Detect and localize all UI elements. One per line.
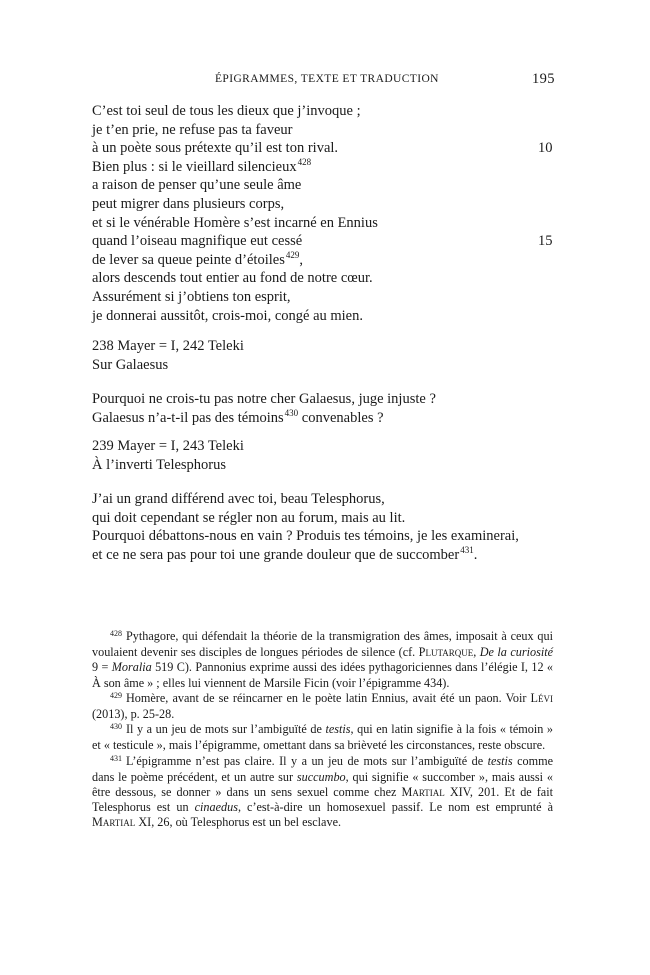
work-title: Moralia (111, 660, 152, 675)
verse-line (92, 251, 552, 270)
verse-line (92, 158, 552, 177)
verse-line: Pourquoi débattons-nous en vain ? Produis tes témoins, je les examinerai, (92, 528, 519, 545)
verse-line: J’ai un grand différend avec toi, beau Telesphorus, (92, 491, 385, 508)
footnote-number: 428 (110, 629, 122, 638)
footnote-text: Il y a un jeu de mots sur l’ambiguïté de (126, 722, 326, 737)
footnote-text: (2013), p. 25-28. (92, 707, 175, 722)
footnote-number: 430 (110, 722, 122, 732)
verse-line (92, 269, 552, 288)
verse-line (92, 546, 552, 565)
verse-line (92, 232, 552, 251)
footnote-text: , c’est-à-dire un homosexuel passif. Le nom est emprunté à (237, 800, 553, 815)
verse-text: à un poète sous prétexte qu’il est ton rival. (92, 140, 339, 157)
footnote-text: , qui signifie « succomber », mais aussi « être dessous, se donner » dans un sens sexuel comme chez (92, 769, 553, 800)
verse-text: , (299, 251, 303, 268)
verse-line (92, 214, 552, 233)
epigram-title: À l’inverti Telesphorus (92, 456, 227, 473)
verse-text: . (473, 546, 478, 563)
latin-term: testis (325, 722, 351, 737)
verse-line (92, 102, 552, 121)
latin-term: succumbo (296, 769, 346, 784)
verse-line (92, 409, 552, 428)
verse-text: et ce ne sera pas pour toi une grande douleur que de succomber (92, 546, 460, 563)
verse-text: de lever sa queue peinte d’étoiles (92, 251, 285, 268)
footnote-ref[interactable]: 428 (297, 156, 312, 167)
verse-text: Galaesus n’a-t-il pas des témoins (92, 409, 284, 426)
footnote-428 (92, 629, 553, 691)
footnote-number: 431 (110, 753, 122, 763)
verse-text: je t’en prie, ne refuse pas ta faveur (92, 121, 293, 138)
verse-line: Pourquoi ne crois-tu pas notre cher Galaesus, juge injuste ? (92, 391, 436, 408)
verse-text: je donnerai aussitôt, crois-moi, congé au mien. (92, 307, 363, 324)
footnote-text: L’épigramme n’est pas claire. Il y a un jeu de mots sur l’ambiguïté de (126, 753, 488, 768)
footnote-text: Homère, avant de se réincarner en le poète latin Ennius, avait été un paon. Voir (126, 690, 531, 705)
verse-text: quand l’oiseau magnifique eut cessé (92, 233, 303, 250)
verse-text: alors descends tout entier au fond de notre cœur. (92, 270, 373, 287)
epigram-238 (92, 337, 552, 427)
line-number: 10 (538, 140, 553, 157)
author-name: Martial (92, 815, 136, 830)
verse-line (92, 288, 552, 307)
line-number: 15 (538, 233, 553, 250)
footnote-ref[interactable]: 430 (284, 407, 299, 418)
footnote-text: 9 = (92, 660, 112, 675)
latin-term: testis (487, 753, 513, 768)
epigram-239 (92, 437, 552, 565)
footnote-text: Pythagore, qui défendait la théorie de la transmigration des âmes, imposait à ceux qui voulaient devenir ses disciples de longues périodes de silence (cf. (92, 629, 553, 660)
footnote-text: , qui en latin signifie à la fois « témoin » et « testicule », mais l’épigramme, omettant dans sa brièveté les circonstances, reste obscure. (92, 722, 553, 753)
footnote-429 (92, 691, 553, 722)
latin-term: cinaedus (194, 800, 238, 815)
verse-line (92, 307, 552, 326)
epigram-title: Sur Galaesus (92, 356, 169, 373)
verse-text: C’est toi seul de tous les dieux que j’invoque ; (92, 103, 361, 119)
poem-continued (92, 102, 552, 325)
epigram-reference: 238 Mayer = I, 242 Teleki (92, 338, 244, 354)
author-name: Martial (401, 785, 445, 800)
work-title: De la curiosité (479, 645, 554, 660)
verse-line (92, 176, 552, 195)
footnote-text: , (473, 645, 480, 660)
footnote-text: XIV, 201. Et de fait Telesphorus est un (92, 785, 553, 815)
author-name: Lévi (530, 690, 553, 705)
page-number: 195 (532, 71, 555, 87)
verse-text: convenables ? (298, 409, 384, 426)
verse-line (92, 139, 552, 158)
footnote-ref[interactable]: 431 (460, 544, 474, 555)
verse-text: et si le vénérable Homère s’est incarné en Ennius (92, 214, 378, 231)
verse-text: peut migrer dans plusieurs corps, (92, 195, 285, 212)
author-name: Plutarque (418, 645, 474, 660)
verse-line (92, 121, 552, 140)
running-head-title: ÉPIGRAMMES, TEXTE ET TRADUCTION (215, 73, 439, 85)
verse-text: Bien plus : si le vieillard silencieux (92, 158, 297, 175)
footnote-number: 429 (110, 690, 122, 700)
verse-text: Assurément si j’obtiens ton esprit, (92, 288, 291, 305)
footnote-430 (92, 722, 553, 753)
verse-line: qui doit cependant se régler non au forum, mais au lit. (92, 509, 406, 526)
footnote-text: XI, 26, où Telesphorus est un bel esclave. (135, 815, 342, 830)
footnote-431 (92, 754, 553, 831)
footnote-text: 519 C). Pannonius exprime aussi des idées pythagoriciennes dans l’élégie I, 12 « À son âme » ; elles lui viennent de Marsile Ficin (voir l’épigramme 434). (92, 660, 554, 690)
footnote-ref[interactable]: 429 (285, 249, 300, 260)
footnotes (92, 629, 553, 831)
verse-text: a raison de penser qu’une seule âme (92, 177, 302, 194)
footnote-text: comme dans le poème précédent, et un autre sur (92, 753, 553, 784)
verse-line (92, 195, 552, 214)
epigram-reference: 239 Mayer = I, 243 Teleki (92, 438, 244, 454)
